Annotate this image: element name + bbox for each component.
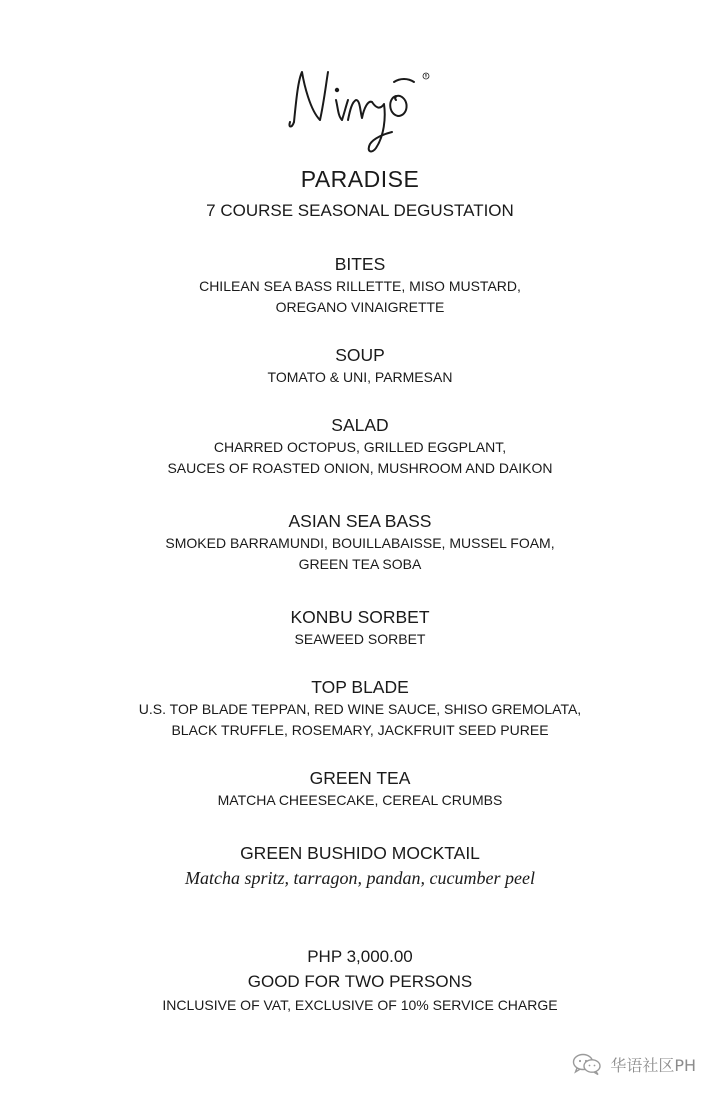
course-top-blade xyxy=(0,676,720,741)
course-description: GREEN TEA SOBA xyxy=(298,556,422,572)
course-green-bushido-mocktail xyxy=(0,842,720,890)
course-description: U.S. TOP BLADE TEPPAN, RED WINE SAUCE, SHISO GREMOLATA, xyxy=(138,701,582,717)
course-konbu-sorbet xyxy=(0,606,720,650)
course-asian-sea-bass xyxy=(0,510,720,575)
course-description: CHILEAN SEA BASS RILLETTE, MISO MUSTARD, xyxy=(199,278,521,294)
course-bites xyxy=(0,253,720,318)
ninyo-logo xyxy=(280,62,440,162)
tax-note: INCLUSIVE OF VAT, EXCLUSIVE OF 10% SERVICE CHARGE xyxy=(162,997,558,1013)
course-description: CHARRED OCTOPUS, GRILLED EGGPLANT, xyxy=(213,439,507,455)
course-description: BLACK TRUFFLE, ROSEMARY, JACKFRUIT SEED PUREE xyxy=(171,722,549,738)
course-description: OREGANO VINAIGRETTE xyxy=(275,299,445,315)
course-soup xyxy=(0,344,720,388)
menu-title: PARADISE xyxy=(300,166,420,192)
course-name: ASIAN SEA BASS xyxy=(288,511,432,531)
course-name: BITES xyxy=(334,254,386,274)
wechat-icon xyxy=(572,1052,602,1076)
course-description: SEAWEED SORBET xyxy=(294,631,426,647)
course-description: SAUCES OF ROASTED ONION, MUSHROOM AND DAIKON xyxy=(167,460,553,476)
watermark xyxy=(572,1050,696,1078)
course-name: SALAD xyxy=(331,415,389,435)
menu-footer xyxy=(0,945,720,1016)
course-description: TOMATO & UNI, PARMESAN xyxy=(267,369,453,385)
course-name: SOUP xyxy=(335,345,385,365)
course-name: GREEN BUSHIDO MOCKTAIL xyxy=(240,843,480,863)
course-green-tea xyxy=(0,767,720,811)
serving-note: GOOD FOR TWO PERSONS xyxy=(247,972,473,991)
svg-text:R: R xyxy=(424,73,428,79)
course-description: Matcha spritz, tarragon, pandan, cucumber peel xyxy=(185,868,535,888)
course-name: KONBU SORBET xyxy=(290,607,430,627)
course-salad xyxy=(0,414,720,479)
course-description: SMOKED BARRAMUNDI, BOUILLABAISSE, MUSSEL FOAM, xyxy=(165,535,555,551)
menu-subtitle: 7 COURSE SEASONAL DEGUSTATION xyxy=(206,201,514,220)
course-description: MATCHA CHEESECAKE, CEREAL CRUMBS xyxy=(217,792,503,808)
price: PHP 3,000.00 xyxy=(307,947,413,966)
course-name: TOP BLADE xyxy=(311,677,409,697)
course-name: GREEN TEA xyxy=(309,768,411,788)
watermark-text: 华语社区PH xyxy=(610,1055,696,1075)
